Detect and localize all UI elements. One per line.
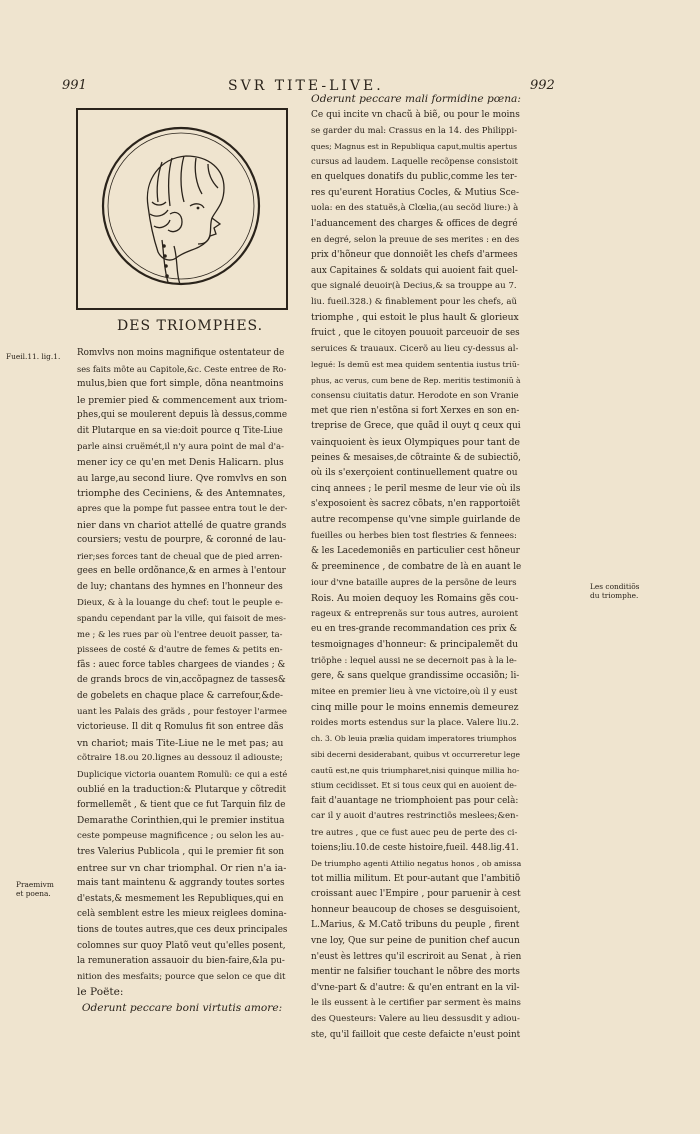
text-line: le Poëte: xyxy=(77,986,124,999)
text-line: nier dans vn chariot attellé de quatre grands xyxy=(77,519,287,531)
text-line: triõphe : lequel aussi ne se decernoit pas à la le- xyxy=(311,655,517,666)
coin-portrait-illustration xyxy=(76,108,288,310)
text-line: colomnes sur quoy Platõ veut qu'elles posent, xyxy=(77,940,286,951)
text-line: toiens;liu.10.de ceste histoire,fueil. 448.lig.41. xyxy=(311,842,519,853)
text-line: triomphe des Ceciniens, & des Antemnates, xyxy=(77,488,286,500)
text-line: mais tant maintenu & aggrandy toutes sortes xyxy=(77,878,285,889)
text-line: pissees de costé & d'autre de femes & petits en- xyxy=(77,644,283,655)
text-line: eu en tres-grande recommandation ces prix & xyxy=(311,624,518,635)
text-line: croissant auec l'Empire , pour paruenir à cest xyxy=(311,889,521,900)
medallion-engraving xyxy=(78,110,286,308)
text-line: aux Capitaines & soldats qui auoient fait quel- xyxy=(311,265,518,276)
section-title: DES TRIOMPHES. xyxy=(117,318,264,334)
text-line: de luy; chantans des hymnes en l'honneur des xyxy=(77,581,283,592)
text-line: mener icy ce qu'en met Denis Halicarn. plus xyxy=(77,457,284,469)
text-line: Rois. Au moien dequoy les Romains gẽs cou- xyxy=(311,593,519,604)
text-line: cõtraire 18.ou 20.lignes au dessouz il adiouste; xyxy=(77,753,283,764)
text-line: ceste pompeuse magnificence ; ou selon les au- xyxy=(77,831,284,842)
text-line: honneur beaucoup de choses se desguisoient, xyxy=(311,904,521,915)
text-line: des Questeurs: Valere au lieu dessusdit y adiou- xyxy=(311,1014,520,1025)
text-line: res qu'eurent Horatius Cocles, & Mutius Sce- xyxy=(311,187,519,198)
text-line: tesmoignages d'honneur: & principalemẽt du xyxy=(311,639,518,650)
text-line: mulus,bien que fort simple, dõna neantmoins xyxy=(77,379,284,390)
left-text-column xyxy=(77,346,287,1017)
text-line: spandu cependant par la ville, qui faisoit de mes- xyxy=(77,613,286,624)
text-line: la remuneration assauoir du bien-faire,&la pu- xyxy=(77,956,285,967)
text-line: Duplicique victoria ouantem Romulũ: ce qui a esté xyxy=(77,769,288,780)
text-line: formellemẽt , & tient que ce fut Tarquin filz de xyxy=(77,800,286,811)
text-line: Demarathe Corinthien,qui le premier institua xyxy=(77,815,285,826)
text-line: cinq annees ; le peril mesme de leur vie où ils xyxy=(311,483,521,494)
text-line: met que rien n'estõna si fort Xerxes en son en- xyxy=(311,405,520,416)
text-line: ses faits mõte au Capitole,&c. Ceste entree de Ro- xyxy=(77,363,287,374)
text-line: gere, & sans quelque grandissime occasiõn; li- xyxy=(311,670,520,681)
text-line: me ; & les rues par où l'entree deuoit passer, ta- xyxy=(77,628,283,639)
text-line: gees en belle ordõnance,& en armes à l'entour xyxy=(77,566,286,577)
text-line: tions de toutes autres,que ces deux principales xyxy=(77,924,288,935)
text-line: vn chariot; mais Tite-Liue ne le met pas; au xyxy=(77,737,284,749)
text-line: rier;ses forces tant de cheual que de pied arren- xyxy=(77,550,283,561)
right-text-column xyxy=(311,92,521,1043)
text-line: de grands brocs de vin,accõpagnez de tasses& xyxy=(77,675,286,686)
text-line: L.Marius, & M.Catõ tribuns du peuple , firent xyxy=(311,920,520,931)
text-line: mitee en premier lieu à vne victoire,où il y eust xyxy=(311,686,518,697)
text-line: & les Lacedemoniẽs en particulier cest hõneur xyxy=(311,546,520,557)
text-line: ch. 3. Ob leuia prælia quidam imperatores triumphos xyxy=(311,734,517,744)
text-line: vainquoient ès ieux Olympiques pour tant de xyxy=(311,437,520,449)
text-line: le premier pied & commencement aux triom- xyxy=(77,394,288,406)
page-number-right: 992 xyxy=(530,78,555,93)
text-line: d'estats,& mesmement les Republiques,qui en xyxy=(77,893,284,904)
text-line: n'eust ès lettres qu'il escriroit au Senat , à rien xyxy=(311,951,522,962)
text-line: au large,au second liure. Qve romvlvs en son xyxy=(77,472,287,484)
text-line: se garder du mal: Crassus en la 14. des Philippi- xyxy=(311,125,518,136)
text-line: uola: en des statuës,à Clœlia,(au secõd liure:) à xyxy=(311,203,519,214)
margin-note-line: Les conditiõs xyxy=(590,582,640,591)
text-line: consensu ciuitatis datur. Herodote en son Vranie xyxy=(311,390,519,401)
text-line: de gobelets en chaque place & carrefour,&de- xyxy=(77,691,283,702)
text-line: ste, qu'il failloit que ceste defaicte n'eust point xyxy=(311,1029,521,1040)
text-line: peines & mesaises,de cõtrainte & de subiectiõ, xyxy=(311,452,521,463)
text-line: tres Valerius Publicola , qui le premier fit son xyxy=(77,847,285,857)
margin-note-line: du triomphe. xyxy=(590,591,639,600)
text-line: prix d'hõneur que donnoiẽt les chefs d'armees xyxy=(311,249,518,260)
margin-note-line: et poena. xyxy=(16,889,51,898)
text-line: oublié en la traduction:& Plutarque y cõtredit xyxy=(77,784,287,795)
text-line: d'vne-part & d'autre: & qu'en entrant en la vil- xyxy=(311,982,520,993)
text-line: ques; Magnus est in Republiqua caput,multis apertus xyxy=(311,141,517,151)
text-line: autre recompense qu'vne simple guirlande de xyxy=(311,515,521,526)
text-line: tot millia militum. Et pour-autant que l'ambitiõ xyxy=(311,873,521,884)
text-line: victorieuse. Il dit q Romulus fit son entree dãs xyxy=(77,722,284,733)
text-line: stium cecidisset. Et si tous ceux qui en auoient de- xyxy=(311,781,517,791)
margin-note-right xyxy=(590,582,639,600)
text-line: où ils s'exerçoient continuellement quatre ou xyxy=(311,468,518,479)
text-line: nition des mesfaits; pource que selon ce que dit xyxy=(77,971,286,982)
text-line: Oderunt peccare mali formidine pœna: xyxy=(311,93,521,105)
text-line: Oderunt peccare boni virtutis amore: xyxy=(81,1001,283,1014)
text-line: en quelques donatifs du public,comme les ter- xyxy=(311,171,518,182)
text-line: que signalé deuoir(à Decius,& sa trouppe au 7. xyxy=(311,281,517,292)
text-line: iour d'vne bataille aupres de la persõne de leurs xyxy=(311,577,517,588)
text-line: Ce qui incite vn chacũ à biẽ, ou pour le moins xyxy=(311,109,520,120)
text-line: legué: Is demũ est mea quidem sententia iustus triũ- xyxy=(311,360,520,370)
text-line: sibi decerni desiderabant, quibus vt occurreretur lege xyxy=(311,749,520,759)
text-line: coursiers; vestu de pourpre, & coronné de lau- xyxy=(77,535,286,546)
text-line: triomphe , qui estoit le plus hault & glorieux xyxy=(311,312,519,324)
text-line: en degré, selon la preuue de ses merites : en des xyxy=(311,234,520,245)
text-line: tre autres , que ce fust auec peu de perte des ci- xyxy=(311,826,518,837)
text-line: cursus ad laudem. Laquelle recõpense consistoit xyxy=(311,156,518,167)
text-line: fãs : auec force tables chargees de viandes ; & xyxy=(77,659,286,670)
text-line: Dieux, & à la louange du chef: tout le peuple e- xyxy=(77,597,283,608)
text-line: s'exposoient ès sacrez cõbats, n'en rapportoiẽt xyxy=(311,499,520,510)
text-line: roides morts estendus sur la place. Valere liu.2. xyxy=(311,717,519,728)
text-line: uant les Palais des grãds , pour festoyer l'armee xyxy=(77,706,288,717)
text-line: cinq mille pour le moins ennemis demeurez xyxy=(311,702,519,714)
margin-note-line: Praemivm xyxy=(16,880,54,889)
text-line: & preeminence , de combatre de là en auant le xyxy=(311,561,522,572)
running-title: SVR TITE-LIVE. xyxy=(228,78,384,94)
text-line: fait d'auantage ne triomphoient pas pour celà: xyxy=(311,795,519,806)
text-line: fruict , que le citoyen pouuoit parceuoir de ses xyxy=(311,327,520,338)
text-line: phes,qui se moulerent depuis là dessus,comme xyxy=(77,410,288,421)
text-line: phus, ac verus, cum bene de Rep. meritis testimoniũ à xyxy=(311,375,521,385)
text-line: De triumpho agenti Attilio negatus honos , ob amissa xyxy=(311,859,522,869)
text-line: l'aduancement des charges & offices de degré xyxy=(311,218,518,229)
text-line: entree sur vn char triomphal. Or rien n'a ia- xyxy=(77,862,287,874)
page-number-left: 991 xyxy=(62,78,87,93)
text-line: dit Plutarque en sa vie:doit pource q Tite-Liue xyxy=(77,425,283,436)
text-line: apres que la pompe fut passee entra tout le der- xyxy=(77,503,288,514)
text-line: Romvlvs non moins magnifique ostentateur de xyxy=(77,348,285,358)
margin-note-left-top: Fueil.11. lig.1. xyxy=(6,352,61,361)
text-line: le ils eussent à le certifier par serment ès mains xyxy=(311,998,521,1009)
text-line: rageux & entreprenãs sur tous autres, auroient xyxy=(311,608,519,619)
margin-note-left-bottom xyxy=(16,880,54,898)
text-line: mentir ne falsifier touchant le nõbre des morts xyxy=(311,967,520,978)
text-line: car il y auoit d'autres restrinctiõs meslees;&en- xyxy=(311,811,519,822)
text-line: parle ainsi cruëmét,il n'y aura point de mal d'a- xyxy=(77,441,284,452)
text-line: vne loy, Que sur peine de punition chef aucun xyxy=(311,936,520,947)
text-line: seruices & trauaux. Cicerõ au lieu cy-dessus al- xyxy=(311,343,519,354)
text-line: celà semblent estre les mieux reiglees domina- xyxy=(77,909,287,920)
text-line: cautũ est,ne quis triumpharet,nisi quinque millia ho- xyxy=(311,765,520,775)
text-line: liu. fueil.328.) & finablement pour les chefs, aũ xyxy=(311,296,517,307)
text-line: fueilles ou herbes bien tost flestries & fennees: xyxy=(311,530,517,541)
text-line: treprise de Grece, que quãd il ouyt q ceux qui xyxy=(311,421,521,432)
